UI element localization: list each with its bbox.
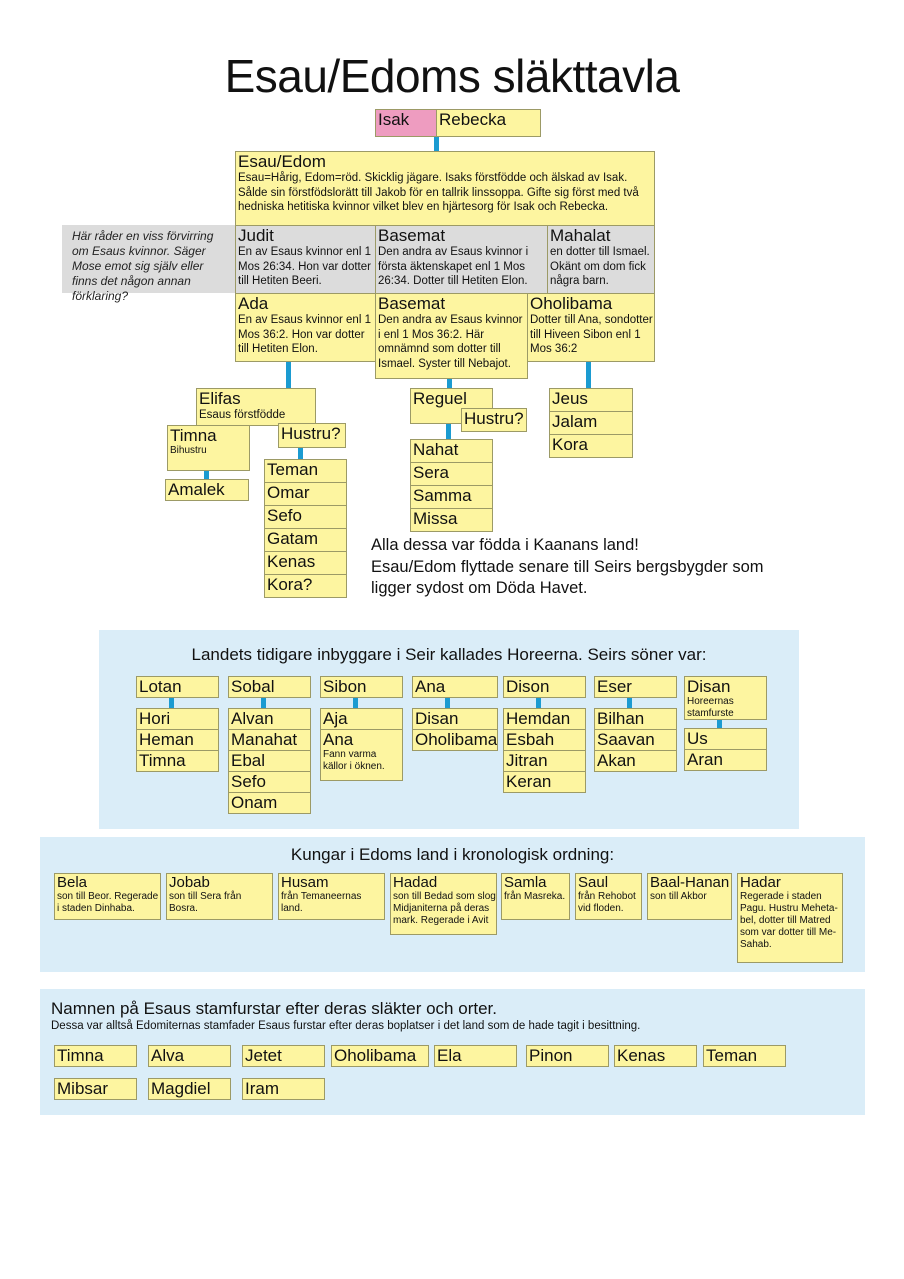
son-box <box>549 388 633 412</box>
horeer-child-box <box>320 708 403 730</box>
horeer-child-name: Keran <box>506 772 552 791</box>
horeer-child-box <box>228 792 311 814</box>
son-name: Nahat <box>413 440 459 459</box>
king-name: Samla <box>504 874 547 891</box>
timna-desc: Bihustru <box>170 445 207 456</box>
connector <box>536 698 541 708</box>
horeer-child-name: Saavan <box>597 730 655 749</box>
chief-name: Timna <box>57 1046 104 1065</box>
amalek-box <box>165 479 249 501</box>
king-desc: son till Akbor <box>650 891 707 902</box>
son-name: Missa <box>413 509 458 528</box>
king-box <box>166 873 273 920</box>
horeer-parent-box <box>136 676 219 698</box>
chiefs-subheading: Dessa var alltså Edomiternas stamfader Esaus furstar efter deras boplatser i det land som de hade tagit i besittning. <box>51 1020 641 1032</box>
chief-box <box>331 1045 429 1067</box>
chief-name: Oholibama <box>334 1046 417 1065</box>
horeer-child-name: Oholibama <box>415 730 498 749</box>
son-name: Kenas <box>267 552 316 571</box>
wife-name: Ada <box>238 294 269 313</box>
horeer-parent-name: Lotan <box>139 677 182 696</box>
king-name: Hadad <box>393 874 438 891</box>
hustru-box-1 <box>278 423 346 448</box>
timna-name: Timna <box>170 426 217 445</box>
son-box <box>410 462 493 486</box>
son-box <box>549 434 633 458</box>
chief-box <box>703 1045 786 1067</box>
wife-name: Basemat <box>378 294 446 313</box>
chief-box <box>148 1078 231 1100</box>
horeer-child-name: Sefo <box>231 772 266 791</box>
son-name: Omar <box>267 483 310 502</box>
wife-name: Judit <box>238 226 274 245</box>
horeer-child-box <box>503 729 586 751</box>
horeer-child-name: Akan <box>597 751 636 770</box>
canaan-line: ligger sydost om Döda Havet. <box>371 579 588 597</box>
connector <box>717 720 722 728</box>
king-box <box>575 873 642 920</box>
wife-name: Basemat <box>378 226 446 245</box>
oholibama-sons <box>549 388 633 458</box>
horeer-parent-name: Eser <box>597 677 632 696</box>
elifas-desc: Esaus förstfödde <box>199 409 286 421</box>
wife-name: Mahalat <box>550 226 611 245</box>
horeer-child-name: Ebal <box>231 751 266 770</box>
chief-name: Iram <box>245 1079 279 1098</box>
horeer-parent-name: Sibon <box>323 677 367 696</box>
horeer-child-name: Aran <box>687 750 723 769</box>
connector <box>445 698 450 708</box>
horeer-child-name: Manahat <box>231 730 298 749</box>
king-desc: son till Sera från Bosra. <box>169 891 242 914</box>
king-box <box>278 873 385 920</box>
amalek-name: Amalek <box>168 480 225 499</box>
horeer-child-desc: Fann varma källor i öknen. <box>323 749 385 772</box>
son-box <box>264 574 347 598</box>
horeer-child-name: Us <box>687 729 708 748</box>
elifas-sons <box>264 459 347 598</box>
horeer-child-box <box>503 708 586 730</box>
hustru-label: Hustru? <box>464 409 524 428</box>
son-name: Sera <box>413 463 449 482</box>
son-box <box>410 508 493 532</box>
reguel-sons <box>410 439 493 532</box>
hustru-box-2 <box>461 408 527 432</box>
horeer-child-box <box>412 708 498 730</box>
horeer-child-name: Hemdan <box>506 709 571 728</box>
horeer-child-box <box>136 750 219 772</box>
horeer-parent-name: Disan <box>687 677 731 696</box>
wife-desc: En av Esaus kvinnor enl 1 Mos 26:34. Hon var dotter till Hetiten Beeri. <box>238 246 371 287</box>
son-name: Gatam <box>267 529 319 548</box>
horeer-parent-desc: Horeernas stamfurste <box>687 696 734 719</box>
timna-box <box>167 425 250 471</box>
connector <box>627 698 632 708</box>
horeer-parent-name: Sobal <box>231 677 275 696</box>
chief-box <box>526 1045 609 1067</box>
horeer-child-name: Heman <box>139 730 194 749</box>
wife-desc: Den andra av Esaus kvinnor i enl 1 Mos 36:2. Här omnämnd som dotter till Ismael. Syster till Nebajot. <box>378 314 523 370</box>
chief-box <box>54 1045 137 1067</box>
king-name: Husam <box>281 874 329 891</box>
horeer-parent-box <box>228 676 311 698</box>
connector <box>586 362 591 388</box>
chiefs-heading: Namnen på Esaus stamfurstar efter deras släkter och orter. <box>51 999 497 1018</box>
son-box <box>410 439 493 463</box>
connector <box>298 448 303 459</box>
horeer-child-name: Aja <box>323 709 348 728</box>
esau-name: Esau/Edom <box>238 152 326 171</box>
king-desc: från Masreka. <box>504 891 566 902</box>
king-name: Bela <box>57 874 88 891</box>
wife-judit <box>235 225 376 294</box>
son-name: Teman <box>267 460 319 479</box>
horeer-child-name: Disan <box>415 709 459 728</box>
connector <box>286 362 291 389</box>
esau-box <box>235 151 655 226</box>
horeer-child-name: Bilhan <box>597 709 645 728</box>
horeer-child-box <box>684 749 767 771</box>
connector <box>169 698 174 708</box>
page-title: Esau/Edoms släkttavla <box>224 50 680 102</box>
horeer-child-box <box>228 771 311 793</box>
canaan-line: Esau/Edom flyttade senare till Seirs bergsbygder som <box>371 557 764 576</box>
horeer-heading: Landets tidigare inbyggare i Seir kallades Horeerna. Seirs söner var: <box>191 645 707 664</box>
wife-desc: en dotter till Ismael. Okänt om dom fick några barn. <box>550 246 650 287</box>
rebecka-name: Rebecka <box>439 110 507 129</box>
chief-name: Mibsar <box>57 1079 109 1098</box>
chief-box <box>434 1045 517 1067</box>
son-box <box>410 485 493 509</box>
son-name: Kora? <box>267 575 313 594</box>
horeer-child-box <box>594 729 677 751</box>
chief-name: Kenas <box>617 1046 666 1065</box>
horeer-child-box <box>228 729 311 751</box>
king-name: Jobab <box>169 874 210 891</box>
wife-basemat-2 <box>375 293 528 379</box>
connector <box>446 424 451 439</box>
horeer-child-name: Alvan <box>231 709 274 728</box>
horeer-child-name: Hori <box>139 709 171 728</box>
son-name: Jeus <box>552 389 588 408</box>
horeer-parent-box <box>594 676 677 698</box>
king-box <box>501 873 570 920</box>
horeer-child-box <box>412 729 498 751</box>
son-name: Jalam <box>552 412 598 431</box>
horeer-parent-name: Ana <box>415 677 446 696</box>
wife-desc: Dotter till Ana, sondotter till Hiveen Sibon enl 1 Mos 36:2 <box>530 314 653 355</box>
horeer-child-name: Timna <box>139 751 186 770</box>
king-desc: son till Bedad som slog Midjaniterna på deras mark. Regerade i Avit <box>393 891 496 926</box>
king-name: Baal-Hanan <box>650 874 730 891</box>
isak-name: Isak <box>378 110 410 129</box>
wife-oholibama <box>527 293 655 362</box>
son-box <box>264 482 347 506</box>
horeer-child-name: Jitran <box>506 751 548 770</box>
horeer-child-box <box>503 771 586 793</box>
king-name: Hadar <box>740 874 781 891</box>
son-box <box>264 459 347 483</box>
chief-name: Pinon <box>529 1046 573 1065</box>
esau-desc: Esau=Hårig, Edom=röd. Skicklig jägare. Isaks förstfödde och älskad av Isak. Sålde sin förstfödslorätt till Jakob för en tallrik linssoppa. Gifte sig först med två hedniska hetitiska kvinnor vilket blev en hjärtesorg för Isak och Rebecka. <box>238 172 639 213</box>
wife-basemat-1 <box>375 225 548 294</box>
horeer-child-name: Ana <box>323 730 354 749</box>
confusion-note: Här råder en viss förvirring om Esaus kvinnor. Säger Mose emot sig själv eller finns det någon annan förklaring? <box>62 225 236 293</box>
wife-desc: Den andra av Esaus kvinnor i första äktenskapet enl 1 Mos 26:34. Dotter till Hetiten Elon. <box>378 246 529 287</box>
chief-box <box>148 1045 231 1067</box>
wife-name: Oholibama <box>530 294 613 313</box>
son-name: Samma <box>413 486 472 505</box>
wife-mahalat <box>547 225 655 294</box>
connector <box>434 137 439 152</box>
chief-box <box>242 1045 325 1067</box>
horeer-child-box <box>594 750 677 772</box>
king-box <box>737 873 843 963</box>
kings-heading: Kungar i Edoms land i kronologisk ordning: <box>290 845 615 864</box>
chief-name: Jetet <box>245 1046 282 1065</box>
son-box <box>264 551 347 575</box>
son-box <box>264 505 347 529</box>
elifas-box <box>196 388 316 426</box>
horeer-parent-box <box>412 676 498 698</box>
horeer-parent-box <box>320 676 403 698</box>
horeer-child-box <box>136 729 219 751</box>
horeer-child-name: Esbah <box>506 730 555 749</box>
reguel-name: Reguel <box>413 389 467 408</box>
horeer-parent-name: Dison <box>506 677 550 696</box>
king-desc: Regerade i staden Pagu. Hustru Meheta-bel, dotter till Matred som var dotter till Me-Sahab. <box>740 891 838 950</box>
chief-name: Ela <box>437 1046 462 1065</box>
connector <box>353 698 358 708</box>
horeer-child-box <box>684 728 767 750</box>
king-desc: son till Beor. Regerade i staden Dinhaba. <box>57 891 159 914</box>
chief-name: Magdiel <box>151 1079 211 1098</box>
horeer-child-box <box>320 729 403 781</box>
wife-ada <box>235 293 376 362</box>
horeer-parent-box <box>684 676 767 720</box>
son-box <box>264 528 347 552</box>
isak-box <box>375 109 437 137</box>
son-name: Kora <box>552 435 588 454</box>
connector <box>261 698 266 708</box>
chief-box <box>54 1078 137 1100</box>
horeer-child-name: Onam <box>231 793 278 812</box>
son-box <box>549 411 633 435</box>
chief-name: Alva <box>151 1046 185 1065</box>
hustru-label: Hustru? <box>281 424 341 443</box>
horeer-parent-box <box>503 676 586 698</box>
canaan-line: Alla dessa var födda i Kaanans land! <box>371 536 639 554</box>
chief-name: Teman <box>706 1046 758 1065</box>
king-box <box>390 873 497 935</box>
canaan-text <box>371 535 851 600</box>
horeer-child-box <box>228 708 311 730</box>
king-box <box>647 873 732 920</box>
king-desc: från Temaneernas land. <box>281 891 362 914</box>
horeer-child-box <box>136 708 219 730</box>
horeer-child-box <box>503 750 586 772</box>
horeer-child-box <box>228 750 311 772</box>
rebecka-box <box>436 109 541 137</box>
wife-desc: En av Esaus kvinnor enl 1 Mos 36:2. Hon var dotter till Hetiten Elon. <box>238 314 371 355</box>
chief-box <box>614 1045 697 1067</box>
king-name: Saul <box>578 874 609 891</box>
son-name: Sefo <box>267 506 302 525</box>
king-box <box>54 873 161 920</box>
horeer-child-box <box>594 708 677 730</box>
elifas-name: Elifas <box>199 389 241 408</box>
king-desc: från Rehobot vid floden. <box>578 891 636 914</box>
chief-box <box>242 1078 325 1100</box>
